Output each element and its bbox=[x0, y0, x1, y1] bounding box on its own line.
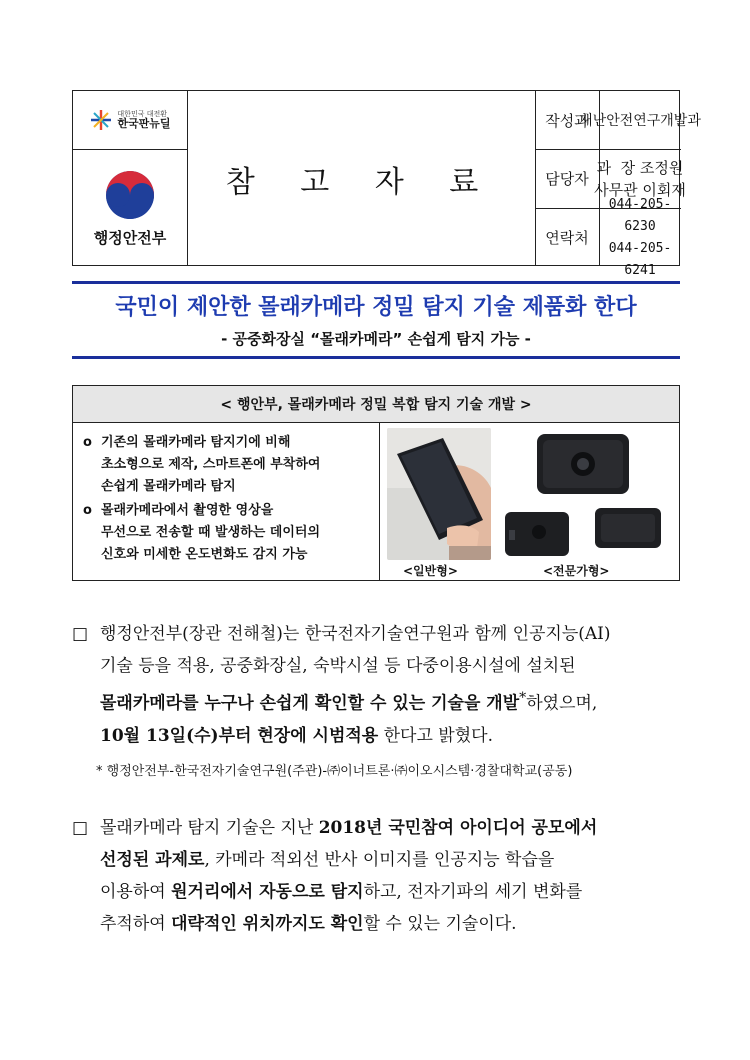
summary-bullet bbox=[83, 500, 379, 566]
para-line bbox=[72, 876, 684, 908]
title-rule-top bbox=[72, 281, 680, 284]
bold-phrase: 10월 13일(수)부터 현장에 시범적용 bbox=[100, 725, 379, 746]
label-author-dept: 작성과 bbox=[545, 111, 589, 130]
para-line bbox=[72, 682, 684, 720]
caption-general: <일반형> bbox=[403, 564, 458, 578]
page-title: 국민이 제안한 몰래카메라 정밀 탐지 기술 제품화 한다 bbox=[115, 295, 637, 320]
value-author-dept: 재난안전연구개발과 bbox=[579, 113, 701, 129]
paragraph-2 bbox=[72, 812, 684, 940]
bold-phrase: 대략적인 위치까지도 확인 bbox=[171, 914, 364, 934]
para-line bbox=[72, 908, 684, 940]
bullet-line: 손쉽게 몰래카메라 탐지 bbox=[101, 479, 236, 494]
korea-new-deal-logo bbox=[73, 91, 187, 149]
bold-phrase: 선정된 과제로 bbox=[100, 850, 205, 870]
para-text: 할 수 있는 기술이다. bbox=[363, 914, 517, 934]
summary-divider bbox=[379, 422, 380, 580]
taegeuk-emblem-icon bbox=[104, 169, 156, 221]
footnote-mark: * bbox=[519, 690, 527, 706]
new-deal-name: 한국판뉴딜 bbox=[117, 116, 171, 130]
bold-phrase: 2018년 국민참여 아이디어 공모에서 bbox=[318, 818, 598, 838]
page-subtitle: - 공중화장실 “몰래카메라” 손쉽게 탐지 가능 - bbox=[221, 330, 531, 348]
ministry-name: 행정안전부 bbox=[93, 228, 167, 247]
summary-heading: < 행안부, 몰래카메라 정밀 복합 탐지 기술 개발 > bbox=[73, 386, 679, 423]
summary-bullet bbox=[83, 432, 379, 498]
bold-phrase: 몰래카메라를 누구나 손쉽게 확인할 수 있는 기술을 개발 bbox=[100, 693, 520, 714]
para-text: 하고, 전자기파의 세기 변화를 bbox=[363, 882, 583, 902]
bullet-marker: o bbox=[83, 435, 92, 450]
new-deal-tagline: 대한민국 대전환 bbox=[117, 109, 167, 118]
label-phone: 연락처 bbox=[545, 229, 589, 247]
summary-box bbox=[72, 385, 680, 581]
new-deal-spark-icon bbox=[89, 108, 113, 132]
para-text: 추적하여 bbox=[100, 914, 172, 934]
para-text: 이용하여 bbox=[100, 882, 172, 902]
bullet-line: 초소형으로 제작, 스마트폰에 부착하여 bbox=[101, 457, 321, 472]
expert-type-photo bbox=[499, 428, 675, 560]
para-line bbox=[72, 812, 684, 844]
label-contact-person: 담당자 bbox=[545, 170, 589, 188]
phone-1: 044-205-6230 bbox=[608, 196, 672, 234]
para-line: 기술 등을 적용, 공중화장실, 숙박시설 등 다중이용시설에 설치된 bbox=[100, 656, 576, 676]
bullet-line: 신호와 미세한 온도변화도 감지 가능 bbox=[101, 547, 308, 562]
title-rule-bottom bbox=[72, 356, 680, 359]
footnote: * 행정안전부-한국전자기술연구원(주관)-㈜이너트론·㈜이오시스템·경찰대학교(공동) bbox=[96, 764, 573, 779]
bullet-marker: o bbox=[83, 503, 92, 518]
checkbox-bullet-icon: □ bbox=[72, 818, 89, 838]
para-text: 한다고 밝혔다. bbox=[378, 725, 493, 746]
checkbox-bullet-icon: □ bbox=[72, 624, 89, 644]
value-phone bbox=[599, 196, 681, 278]
contact-person-2: 사무관 이회재 bbox=[594, 180, 686, 199]
para-line bbox=[72, 844, 684, 876]
bold-phrase: 원거리에서 자동으로 탐지 bbox=[171, 882, 364, 902]
bullet-line: 기존의 몰래카메라 탐지기에 비해 bbox=[101, 435, 291, 450]
para-text: , 카메라 적외선 반사 이미지를 인공지능 학습을 bbox=[204, 850, 555, 870]
contact-person-1: 과 장 조정원 bbox=[596, 158, 684, 177]
caption-expert: <전문가형> bbox=[543, 564, 610, 578]
phone-2: 044-205-6241 bbox=[608, 240, 672, 278]
para-text: 몰래카메라 탐지 기술은 지난 bbox=[100, 818, 319, 838]
para-line: 행정안전부(장관 전해철)는 한국전자기술연구원과 함께 인공지능(AI) bbox=[100, 624, 611, 644]
paragraph-1 bbox=[72, 618, 684, 752]
bullet-line: 몰래카메라에서 촬영한 영상을 bbox=[101, 503, 274, 518]
para-line bbox=[72, 720, 684, 752]
para-text: 하였으며, bbox=[526, 693, 598, 714]
ministry-logo bbox=[73, 149, 187, 267]
general-type-photo bbox=[387, 428, 491, 560]
doc-type-title: 참 고 자 료 bbox=[225, 165, 497, 200]
bullet-line: 무선으로 전송할 때 발생하는 데이터의 bbox=[101, 525, 321, 540]
header-table bbox=[72, 90, 701, 278]
